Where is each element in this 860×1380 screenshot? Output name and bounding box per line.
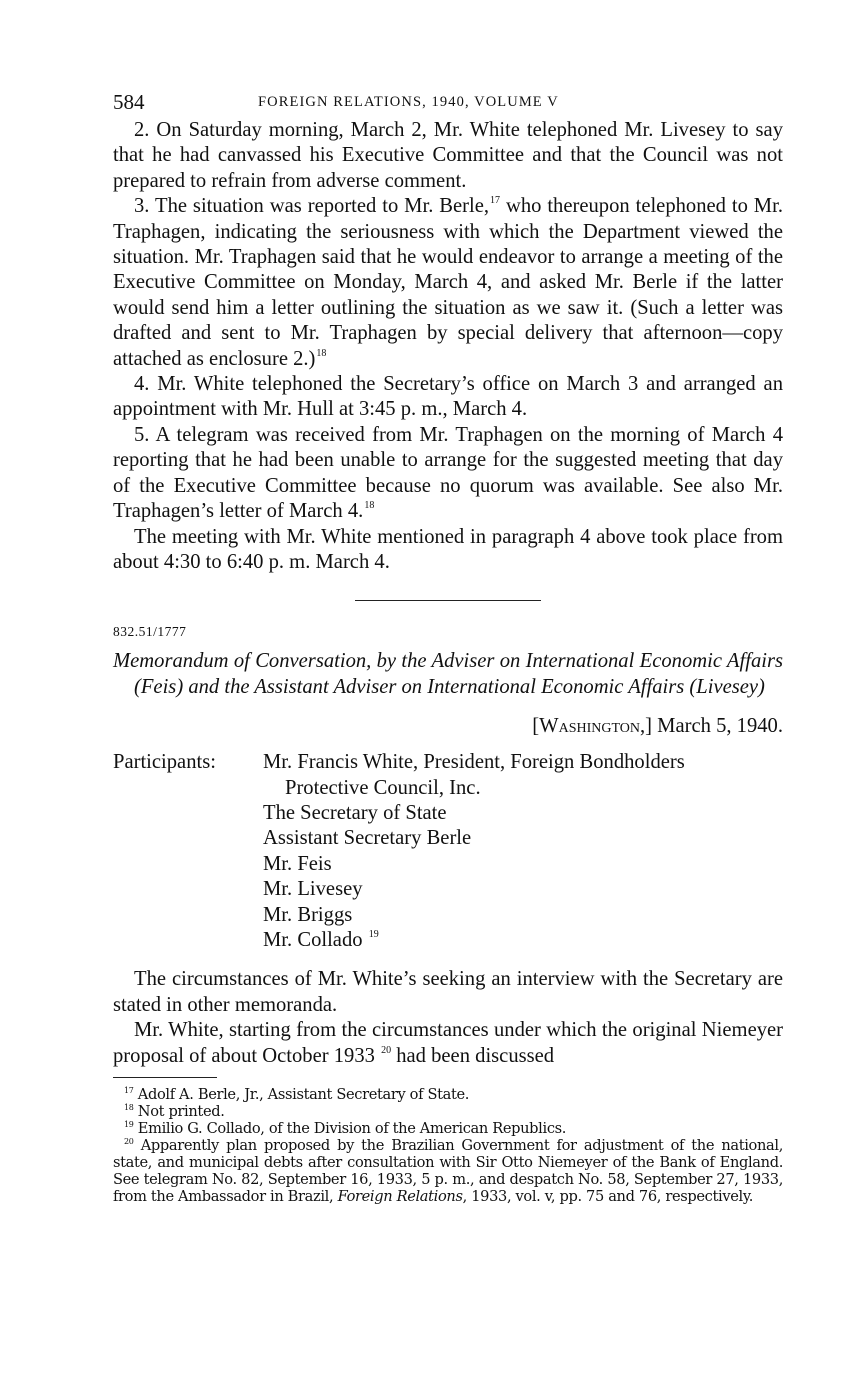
participant: Mr. Francis White, President, Foreign Bondholders	[263, 751, 685, 774]
participant: Mr. Briggs	[263, 903, 353, 926]
footnote-ref: 18	[316, 347, 327, 359]
footnote-18: $^{18}$ Not printed.	[124, 1103, 225, 1120]
paragraph-2: 2. On Saturday morning, March 2, Mr. White telephoned Mr. Livesey to say that he had canvassed his Executive Committee and that the Council was not prepared to refrain from adverse comment.	[113, 119, 783, 192]
footnote-ref: 19	[368, 928, 379, 940]
footnote-divider	[113, 1077, 217, 1078]
file-number: 832.51/1777	[113, 624, 187, 640]
body-text-bottom	[113, 967, 783, 1069]
footnote-17: $^{17}$ Adolf A. Berle, Jr., Assistant Secretary of State.	[124, 1086, 470, 1103]
footnote-ref: 18	[364, 500, 375, 512]
dateline: [Washington,] March 5, 1940.	[532, 715, 783, 738]
running-head	[113, 88, 783, 118]
running-title: FOREIGN RELATIONS, 1940, VOLUME V	[258, 94, 559, 110]
participants-list	[263, 750, 783, 953]
dateline-place: Washington	[539, 715, 640, 738]
participants-block	[113, 750, 783, 953]
footnote-19: $^{19}$ Emilio G. Collado, of the Division of the American Republics.	[124, 1120, 567, 1137]
footnote-ref: 17	[490, 195, 501, 207]
footnote-20: $^{20}$ Apparently plan proposed by the Brazilian Government for adjustment of the national, state, and municipal debts after consultation with Sir Otto Niemeyer of the Bank of England. See telegram No. 82, September 16, 1933, 5 p. m., and despatch No. 58, September 27, 1933, from the Ambassador in Brazil, Foreign Relations, 1933, vol. v, pp. 75 and 76, respectively.	[113, 1137, 784, 1205]
document-page	[113, 88, 783, 1205]
participant: Mr. Collado $^{19}$	[263, 928, 379, 951]
memo-title: Memorandum of Conversation, by the Adviser on International Economic Affairs (Feis) and the Assistant Adviser on International Economic Affairs (Livesey)	[113, 650, 783, 698]
dateline-date: March 5, 1940.	[657, 715, 783, 738]
page-number: 584	[113, 90, 145, 114]
participant: Mr. Feis	[263, 852, 332, 875]
footnote-ref: 20	[381, 1044, 392, 1056]
paragraph-5: 5. A telegram was received from Mr. Traphagen on the morning of March 4 reporting that he had been unable to arrange for the suggested meeting that day of the Executive Committee because no quorum was available. See also Mr. Traphagen’s letter of March 4.18	[113, 423, 783, 523]
participant: Mr. Livesey	[263, 878, 363, 901]
body-text-top	[113, 118, 783, 575]
section-divider	[355, 600, 541, 601]
paragraph-circumstances: The circumstances of Mr. White’s seeking an interview with the Secretary are stated in other memoranda.	[113, 968, 783, 1016]
paragraph-4: 4. Mr. White telephoned the Secretary’s office on March 3 and arranged an appointment with Mr. Hull at 3:45 p. m., March 4.	[113, 373, 783, 421]
participant-continuation: Protective Council, Inc.	[285, 776, 481, 799]
participants-label: Participants:	[113, 751, 216, 774]
paragraph-3: 3. The situation was reported to Mr. Berle,$^{17}$ who thereupon telephoned to Mr. Traphagen, indicating the seriousness with which the Department viewed the situation. Mr. Traphagen said that he would endeavor to arrange a meeting of the Executive Committee on Monday, March 4, and asked Mr. Berle if the latter would send him a letter outlining the situation as we saw it. (Such a letter was drafted and sent to Mr. Traphagen by special delivery that afternoon—copy attached as enclosure 2.)$^{18}$	[113, 195, 783, 370]
participant: Assistant Secretary Berle	[263, 827, 472, 850]
footnotes	[113, 1086, 783, 1205]
paragraph-meeting: The meeting with Mr. White mentioned in paragraph 4 above took place from about 4:30 to 6:40 p. m. March 4.	[113, 525, 783, 573]
participant: The Secretary of State	[263, 801, 447, 824]
paragraph-niemeyer: Mr. White, starting from the circumstances under which the original Niemeyer proposal of about October 1933 $^{20}$ had been discussed	[113, 1019, 783, 1067]
